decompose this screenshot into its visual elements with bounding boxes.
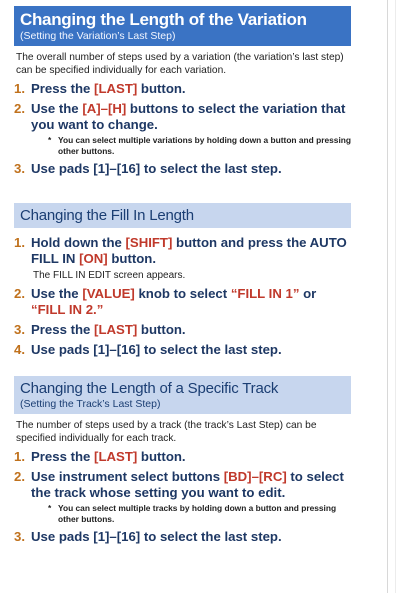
step-note: * You can select multiple tracks by holding down a button and pressing other buttons. [48, 503, 337, 524]
page-edge-line [395, 0, 396, 593]
step-item [14, 469, 351, 501]
step-item [14, 342, 351, 358]
section-title: Changing the Fill In Length [20, 207, 194, 224]
step-item [14, 529, 351, 545]
step-text: Press the [LAST] button. [31, 322, 186, 337]
step-number: 2. [14, 101, 25, 116]
step-number: 3. [14, 322, 25, 337]
asterisk-icon: * [48, 503, 52, 513]
step-item [14, 235, 351, 267]
section-subtitle: (Setting the Variation’s Last Step) [20, 30, 176, 42]
section-title: Changing the Length of a Specific Track [20, 380, 279, 397]
step-number: 1. [14, 449, 25, 464]
step-text: Use pads [1]–[16] to select the last step. [31, 161, 282, 176]
page-edge-line [387, 0, 388, 593]
step-result-text: The FILL IN EDIT screen appears. [33, 270, 186, 281]
step-item [14, 81, 351, 97]
section-intro: The overall number of steps used by a variation (the variation’s last step) can be specified individually for each variation. [16, 52, 344, 76]
section-variation-length [14, 6, 351, 179]
step-text: Hold down the [SHIFT] button and press the AUTO FILL IN [ON] button. [31, 235, 347, 266]
step-item [14, 286, 351, 318]
step-text: Use instrument select buttons [BD]–[RC] to select the track whose setting you want to edit. [31, 469, 344, 500]
step-number: 3. [14, 529, 25, 544]
step-number: 1. [14, 235, 25, 250]
step-note: * You can select multiple variations by holding down a button and pressing other buttons. [48, 135, 352, 156]
step-number: 4. [14, 342, 25, 357]
section-header [14, 203, 351, 228]
step-text: Use the [A]–[H] buttons to select the variation that you want to change. [31, 101, 346, 132]
section-header [14, 6, 351, 46]
section-fill-in-length [14, 203, 351, 360]
step-number: 1. [14, 81, 25, 96]
step-text: Use pads [1]–[16] to select the last step. [31, 529, 282, 544]
step-item [14, 101, 351, 133]
section-title: Changing the Length of the Variation [20, 10, 307, 29]
section-subtitle: (Setting the Track’s Last Step) [20, 398, 161, 410]
step-text: Press the [LAST] button. [31, 81, 186, 96]
asterisk-icon: * [48, 135, 52, 145]
section-header [14, 376, 351, 414]
step-number: 2. [14, 286, 25, 301]
step-item [14, 322, 351, 338]
step-text: Use the [VALUE] knob to select “FILL IN 1” or “FILL IN 2.” [31, 286, 317, 317]
section-track-length [14, 376, 351, 547]
step-number: 3. [14, 161, 25, 176]
step-text: Use pads [1]–[16] to select the last step. [31, 342, 282, 357]
section-intro: The number of steps used by a track (the track’s Last Step) can be specified individually for each track. [16, 420, 317, 444]
step-text: Press the [LAST] button. [31, 449, 186, 464]
step-item [14, 449, 351, 465]
step-item [14, 161, 351, 177]
step-number: 2. [14, 469, 25, 484]
